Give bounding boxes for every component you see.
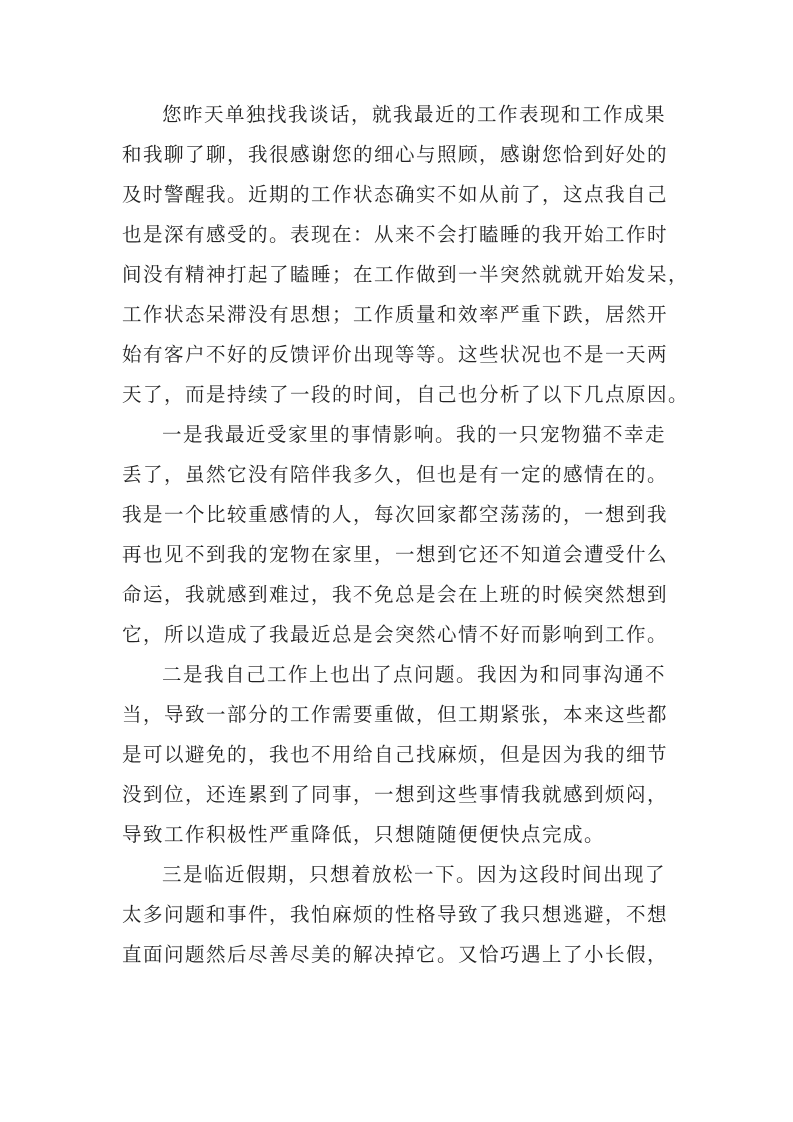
paragraph-line: 天了，而是持续了一段的时间，自己也分析了以下几点原因。 (122, 383, 690, 406)
paragraph-line: 也是深有感受的。表现在：从来不会打瞌睡的我开始工作时 (122, 223, 669, 246)
paragraph-line: 和我聊了聊，我很感谢您的细心与照顾，感谢您恰到好处的 (122, 143, 669, 166)
paragraph-line: 它，所以造成了我最近总是会突然心情不好而影响到工作。 (122, 623, 669, 646)
paragraph-line: 再也见不到我的宠物在家里，一想到它还不知道会遭受什么 (122, 543, 669, 566)
paragraph-line: 一是我最近受家里的事情影响。我的一只宠物猫不幸走 (162, 423, 667, 446)
paragraph-line: 当，导致一部分的工作需要重做，但工期紧张，本来这些都 (122, 703, 669, 726)
paragraph-line: 我是一个比较重感情的人，每次回家都空荡荡的，一想到我 (122, 503, 669, 526)
paragraph-line: 间没有精神打起了瞌睡；在工作做到一半突然就就开始发呆， (122, 263, 690, 286)
paragraph-line: 工作状态呆滞没有思想；工作质量和效率严重下跌，居然开 (122, 303, 669, 326)
paragraph-line: 始有客户不好的反馈评价出现等等。这些状况也不是一天两 (122, 343, 669, 366)
paragraph-line: 直面问题然后尽善尽美的解决掉它。又恰巧遇上了小长假， (122, 943, 669, 966)
paragraph-line: 及时警醒我。近期的工作状态确实不如从前了，这点我自己 (122, 183, 669, 206)
paragraph-line: 是可以避免的，我也不用给自己找麻烦，但是因为我的细节 (122, 743, 669, 766)
paragraph-line: 太多问题和事件，我怕麻烦的性格导致了我只想逃避，不想 (122, 903, 669, 926)
document-body (122, 95, 690, 975)
paragraph-line: 您昨天单独找我谈话，就我最近的工作表现和工作成果 (162, 103, 667, 126)
paragraph-line: 导致工作积极性严重降低，只想随随便便快点完成。 (122, 823, 606, 846)
paragraph-line: 丢了，虽然它没有陪伴我多久，但也是有一定的感情在的。 (122, 463, 669, 486)
paragraph-line: 命运，我就感到难过，我不免总是会在上班的时候突然想到 (122, 583, 669, 606)
paragraph-line: 没到位，还连累到了同事，一想到这些事情我就感到烦闷， (122, 783, 669, 806)
paragraph-line: 三是临近假期，只想着放松一下。因为这段时间出现了 (162, 863, 667, 886)
paragraph-line: 二是我自己工作上也出了点问题。我因为和同事沟通不 (162, 663, 667, 686)
